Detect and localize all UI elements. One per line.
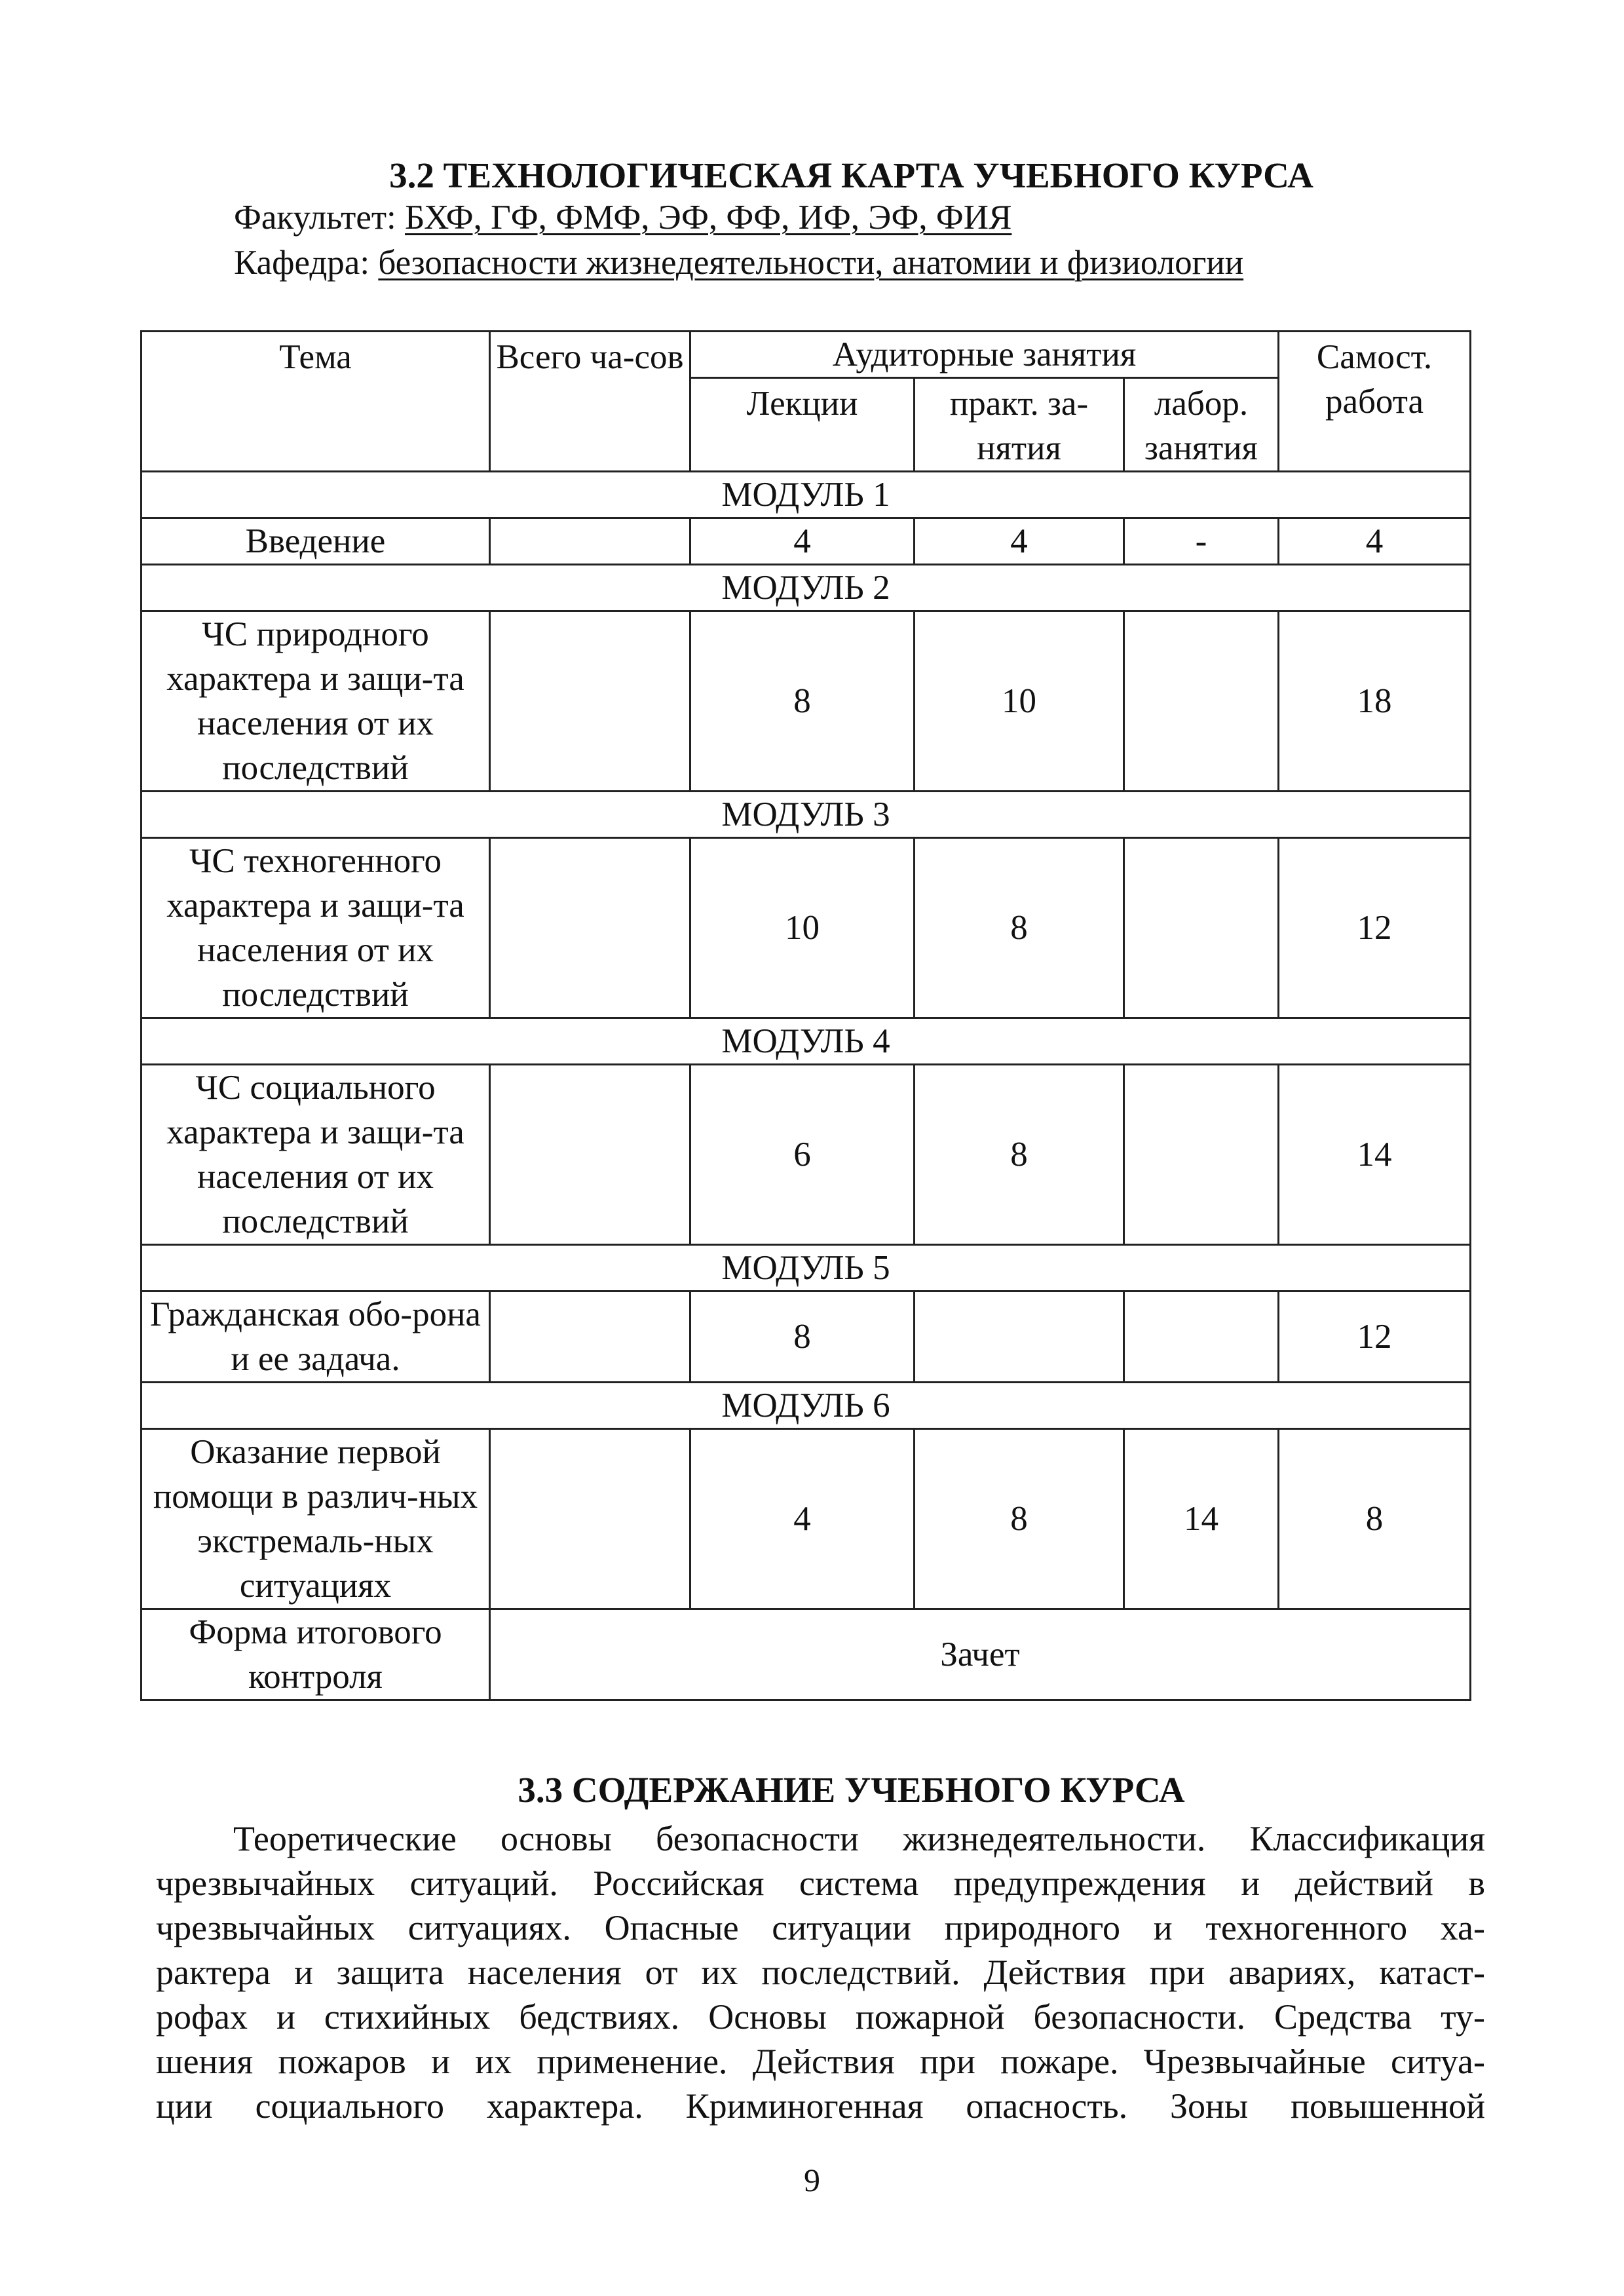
self-work-cell: 4 [1279, 518, 1471, 565]
faculty-value: БХФ, ГФ, ФМФ, ЭФ, ФФ, ИФ, ЭФ, ФИЯ [405, 199, 1012, 237]
total-cell [490, 1292, 690, 1383]
self-work-cell: 12 [1279, 838, 1471, 1018]
paragraph-line: чрезвычайных ситуациях. Опасные ситуации природного и техногенного ха- [156, 1908, 1485, 1947]
lab-cell [1124, 1292, 1279, 1383]
lab-cell: 14 [1124, 1429, 1279, 1609]
module-row: МОДУЛЬ 1 [142, 472, 1471, 518]
total-cell [490, 1429, 690, 1609]
module-row: МОДУЛЬ 4 [142, 1018, 1471, 1065]
paragraph-line: шения пожаров и их применение. Действия при пожаре. Чрезвычайные ситуа- [156, 2042, 1485, 2081]
lab-cell: - [1124, 518, 1279, 565]
topic-cell: ЧС техногенного характера и защи-та населения от их последствий [142, 838, 490, 1018]
practical-cell [915, 1292, 1124, 1383]
lectures-cell: 8 [690, 1292, 915, 1383]
header-total-hours: Всего ча-сов [490, 332, 690, 472]
topic-cell: Оказание первой помощи в различ-ных экстремаль-ных ситуациях [142, 1429, 490, 1609]
department-value: безопасности жизнедеятельности, анатомии и физиологии [378, 244, 1244, 282]
practical-cell: 10 [915, 611, 1124, 792]
module-row: МОДУЛЬ 2 [142, 565, 1471, 611]
paragraph-line: чрезвычайных ситуаций. Российская система предупреждения и действий в [156, 1864, 1485, 1903]
total-cell [490, 518, 690, 565]
lectures-cell: 10 [690, 838, 915, 1018]
topic-cell: Гражданская обо-рона и ее задача. [142, 1292, 490, 1383]
self-work-cell: 12 [1279, 1292, 1471, 1383]
paragraph-line: рофах и стихийных бедствиях. Основы пожарной безопасности. Средства ту- [156, 1997, 1485, 2037]
header-lectures: Лекции [690, 378, 915, 472]
total-cell [490, 838, 690, 1018]
department-label: Кафедра: [234, 244, 370, 282]
lectures-cell: 6 [690, 1065, 915, 1245]
faculty-label: Факультет: [234, 199, 396, 237]
section-3-3-title: 3.3 СОДЕРЖАНИЕ УЧЕБНОГО КУРСА [518, 1770, 1185, 1810]
final-control-label: Форма итогового контроля [142, 1609, 490, 1700]
course-map-table [140, 330, 1471, 1701]
lab-cell [1124, 838, 1279, 1018]
self-work-cell: 14 [1279, 1065, 1471, 1245]
header-auditorium: Аудиторные занятия [690, 332, 1279, 378]
department-line [234, 243, 1243, 282]
paragraph-line: Теоретические основы безопасности жизнедеятельности. Классификация [233, 1819, 1485, 1858]
final-control-value: Зачет [490, 1609, 1471, 1700]
self-work-cell: 8 [1279, 1429, 1471, 1609]
practical-cell: 8 [915, 1065, 1124, 1245]
header-self-work: Самост. работа [1279, 332, 1471, 472]
topic-cell: ЧС социального характера и защи-та населения от их последствий [142, 1065, 490, 1245]
topic-cell: ЧС природного характера и защи-та населения от их последствий [142, 611, 490, 792]
section-3-2-title: 3.2 ТЕХНОЛОГИЧЕСКАЯ КАРТА УЧЕБНОГО КУРСА [389, 155, 1313, 195]
header-topic: Тема [142, 332, 490, 472]
topic-cell: Введение [142, 518, 490, 565]
course-content-paragraph [156, 1816, 1485, 2128]
practical-cell: 8 [915, 838, 1124, 1018]
lectures-cell: 4 [690, 518, 915, 565]
total-cell [490, 1065, 690, 1245]
practical-cell: 4 [915, 518, 1124, 565]
lectures-cell: 8 [690, 611, 915, 792]
module-row: МОДУЛЬ 5 [142, 1245, 1471, 1292]
header-practical: практ. за-нятия [915, 378, 1124, 472]
module-row: МОДУЛЬ 6 [142, 1383, 1471, 1429]
paragraph-line: ции социального характера. Криминогенная опасность. Зоны повышенной [156, 2086, 1485, 2126]
module-row: МОДУЛЬ 3 [142, 792, 1471, 838]
practical-cell: 8 [915, 1429, 1124, 1609]
faculty-line [234, 198, 1011, 237]
lab-cell [1124, 1065, 1279, 1245]
lab-cell [1124, 611, 1279, 792]
header-lab: лабор. занятия [1124, 378, 1279, 472]
page-number: 9 [804, 2162, 820, 2198]
self-work-cell: 18 [1279, 611, 1471, 792]
lectures-cell: 4 [690, 1429, 915, 1609]
paragraph-line: рактера и защита населения от их последствий. Действия при авариях, катаст- [156, 1953, 1485, 1992]
total-cell [490, 611, 690, 792]
